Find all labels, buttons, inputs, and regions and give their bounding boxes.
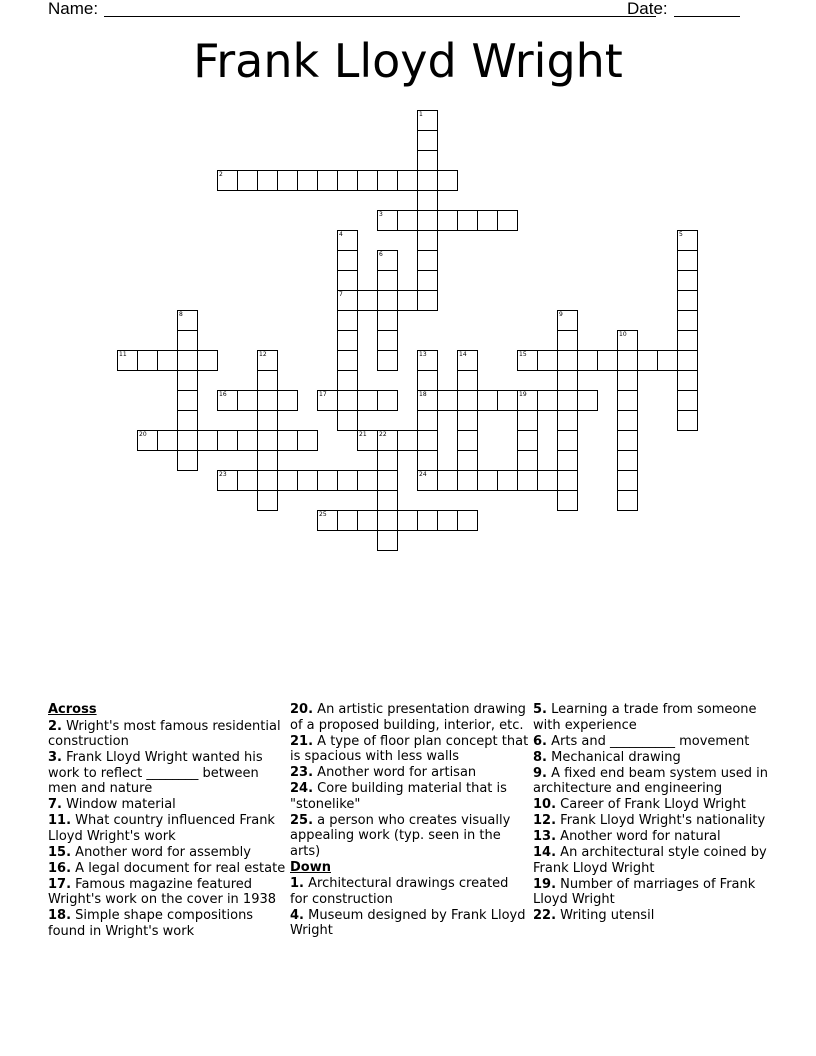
crossword-cell[interactable] (377, 430, 398, 451)
crossword-cell[interactable] (337, 410, 358, 431)
crossword-cell[interactable] (177, 430, 198, 451)
crossword-cell[interactable] (117, 350, 138, 371)
crossword-cell[interactable] (357, 170, 378, 191)
name-label: Name: (48, 0, 99, 18)
cell-number: 5 (679, 231, 683, 238)
crossword-cell[interactable] (617, 470, 638, 491)
crossword-cell[interactable] (677, 350, 698, 371)
crossword-cell[interactable] (637, 350, 658, 371)
crossword-cell[interactable] (157, 350, 178, 371)
crossword-cell[interactable] (517, 450, 538, 471)
cell-number: 16 (219, 391, 227, 398)
crossword-cell[interactable] (377, 270, 398, 291)
crossword-cell[interactable] (477, 210, 498, 231)
clue-down-9: 9. A fixed end beam system used in architecture and engineering (533, 765, 769, 796)
crossword-cell[interactable] (417, 170, 438, 191)
crossword-cell[interactable] (557, 390, 578, 411)
crossword-cell[interactable] (337, 470, 358, 491)
crossword-cell[interactable] (457, 450, 478, 471)
clue-down-4: 4. Museum designed by Frank Lloyd Wright (290, 907, 526, 938)
crossword-cell[interactable] (257, 430, 278, 451)
crossword-cell[interactable] (417, 190, 438, 211)
crossword-cell[interactable] (277, 170, 298, 191)
clue-across-23: 23. Another word for artisan (290, 765, 477, 780)
crossword-cell[interactable] (677, 390, 698, 411)
crossword-cell[interactable] (317, 390, 338, 411)
crossword-cell[interactable] (297, 470, 318, 491)
crossword-cell[interactable] (617, 350, 638, 371)
crossword-cell[interactable] (557, 410, 578, 431)
crossword-cell[interactable] (377, 310, 398, 331)
crossword-cell[interactable] (497, 210, 518, 231)
crossword-cell[interactable] (197, 350, 218, 371)
crossword-cell[interactable] (317, 510, 338, 531)
crossword-cell[interactable] (677, 310, 698, 331)
crossword-cell[interactable] (657, 350, 678, 371)
crossword-cell[interactable] (677, 330, 698, 351)
crossword-cell[interactable] (417, 230, 438, 251)
cell-number: 18 (419, 391, 427, 398)
cell-number: 20 (139, 431, 147, 438)
crossword-cell[interactable] (357, 470, 378, 491)
crossword-cell[interactable] (217, 430, 238, 451)
crossword-cell[interactable] (417, 370, 438, 391)
clue-down-5: 5. Learning a trade from someone with experience (533, 702, 757, 733)
clue-across-2: 2. Wright's most famous residential construction (48, 718, 281, 749)
crossword-cell[interactable] (417, 290, 438, 311)
crossword-cell[interactable] (477, 390, 498, 411)
across-heading: Across (48, 702, 97, 717)
crossword-cell[interactable] (217, 390, 238, 411)
clue-down-22: 22. Writing utensil (533, 908, 655, 923)
cell-number: 6 (379, 251, 383, 258)
crossword-cell[interactable] (337, 270, 358, 291)
crossword-cell[interactable] (597, 350, 618, 371)
crossword-cell[interactable] (557, 310, 578, 331)
crossword-cell[interactable] (237, 430, 258, 451)
crossword-cell[interactable] (137, 430, 158, 451)
clue-across-21: 21. A type of floor plan concept that is spacious with less walls (290, 733, 529, 764)
crossword-cell[interactable] (337, 510, 358, 531)
crossword-cell[interactable] (377, 450, 398, 471)
crossword-cell[interactable] (237, 470, 258, 491)
cell-number: 21 (359, 431, 367, 438)
crossword-cell[interactable] (457, 350, 478, 371)
clue-across-3: 3. Frank Lloyd Wright wanted his work to reflect ________ between men and nature (48, 750, 263, 796)
crossword-cell[interactable] (497, 470, 518, 491)
crossword-cell[interactable] (377, 490, 398, 511)
crossword-cell[interactable] (437, 470, 458, 491)
crossword-cell[interactable] (377, 210, 398, 231)
crossword-cell[interactable] (617, 390, 638, 411)
crossword-cell[interactable] (377, 290, 398, 311)
crossword-cell[interactable] (137, 350, 158, 371)
crossword-cell[interactable] (417, 150, 438, 171)
crossword-cell[interactable] (477, 470, 498, 491)
cell-number: 8 (179, 311, 183, 318)
crossword-cell[interactable] (417, 110, 438, 131)
crossword-cell[interactable] (557, 430, 578, 451)
cell-number: 1 (419, 111, 423, 118)
clue-across-15: 15. Another word for assembly (48, 844, 251, 860)
cell-number: 17 (319, 391, 327, 398)
crossword-cell[interactable] (337, 250, 358, 271)
crossword-cell[interactable] (337, 390, 358, 411)
crossword-cell[interactable] (257, 490, 278, 511)
crossword-cell[interactable] (677, 290, 698, 311)
clue-down-13: 13. Another word for natural (533, 829, 721, 844)
crossword-cell[interactable] (457, 470, 478, 491)
cell-number: 9 (559, 311, 563, 318)
crossword-cell[interactable] (177, 450, 198, 471)
page-title: Frank Lloyd Wright (193, 34, 623, 88)
crossword-cell[interactable] (537, 470, 558, 491)
crossword-cell[interactable] (337, 170, 358, 191)
crossword-cell[interactable] (257, 390, 278, 411)
crossword-cell[interactable] (617, 490, 638, 511)
clues-column-3 (533, 702, 773, 924)
crossword-cell[interactable] (517, 470, 538, 491)
crossword-cell[interactable] (457, 370, 478, 391)
crossword-cell[interactable] (417, 450, 438, 471)
crossword-cell[interactable] (537, 390, 558, 411)
crossword-cell[interactable] (337, 330, 358, 351)
crossword-cell[interactable] (297, 430, 318, 451)
cell-number: 11 (119, 351, 127, 358)
crossword-cell[interactable] (557, 470, 578, 491)
crossword-cell[interactable] (257, 450, 278, 471)
cell-number: 15 (519, 351, 527, 358)
crossword-cell[interactable] (457, 390, 478, 411)
crossword-cell[interactable] (457, 410, 478, 431)
crossword-cell[interactable] (177, 330, 198, 351)
crossword-cell[interactable] (517, 430, 538, 451)
crossword-cell[interactable] (257, 350, 278, 371)
crossword-cell[interactable] (677, 250, 698, 271)
crossword-cell[interactable] (177, 370, 198, 391)
crossword-cell[interactable] (357, 290, 378, 311)
clues-column-1 (48, 702, 288, 940)
down-heading: Down (290, 859, 331, 875)
crossword-cell[interactable] (397, 170, 418, 191)
crossword-cell[interactable] (497, 390, 518, 411)
crossword-cell[interactable] (377, 530, 398, 551)
cell-number: 12 (259, 351, 267, 358)
clue-down-19: 19. Number of marriages of Frank Lloyd Wright (533, 876, 756, 907)
crossword-cell[interactable] (457, 210, 478, 231)
crossword-cell[interactable] (617, 330, 638, 351)
crossword-cell[interactable] (417, 390, 438, 411)
crossword-cell[interactable] (377, 510, 398, 531)
crossword-cell[interactable] (417, 350, 438, 371)
cell-number: 10 (619, 331, 627, 338)
crossword-cell[interactable] (257, 410, 278, 431)
crossword-cell[interactable] (177, 390, 198, 411)
crossword-cell[interactable] (417, 270, 438, 291)
crossword-cell[interactable] (337, 350, 358, 371)
clue-across-16: 16. A legal document for real estate (48, 860, 286, 876)
crossword-cell[interactable] (617, 410, 638, 431)
crossword-cell[interactable] (217, 170, 238, 191)
crossword-cell[interactable] (377, 390, 398, 411)
cell-number: 4 (339, 231, 343, 238)
crossword-cell[interactable] (417, 430, 438, 451)
crossword-cell[interactable] (257, 470, 278, 491)
cell-number: 23 (219, 471, 227, 478)
crossword-cell[interactable] (417, 130, 438, 151)
clue-across-25: 25. a person who creates visually appealing work (typ. seen in the arts) (290, 812, 511, 859)
crossword-cell[interactable] (577, 390, 598, 411)
crossword-cell[interactable] (177, 410, 198, 431)
crossword-cell[interactable] (357, 510, 378, 531)
crossword-cell[interactable] (517, 350, 538, 371)
crossword-cell[interactable] (437, 510, 458, 531)
cell-number: 13 (419, 351, 427, 358)
clue-across-11: 11. What country influenced Frank Lloyd Wright's work (48, 813, 275, 844)
crossword-cell[interactable] (437, 210, 458, 231)
clue-down-14: 14. An architectural style coined by Frank Lloyd Wright (533, 845, 767, 876)
crossword-cell[interactable] (177, 310, 198, 331)
cell-number: 24 (419, 471, 427, 478)
crossword-cell[interactable] (377, 330, 398, 351)
crossword-cell[interactable] (397, 510, 418, 531)
crossword-cell[interactable] (357, 430, 378, 451)
crossword-cell[interactable] (337, 370, 358, 391)
crossword-cell[interactable] (157, 430, 178, 451)
crossword-cell[interactable] (437, 390, 458, 411)
crossword-cell[interactable] (417, 250, 438, 271)
crossword-cell[interactable] (617, 430, 638, 451)
cell-number: 25 (319, 511, 327, 518)
clue-across-7: 7. Window material (48, 797, 176, 812)
crossword-cell[interactable] (517, 390, 538, 411)
crossword-cell[interactable] (297, 170, 318, 191)
crossword-cell[interactable] (377, 470, 398, 491)
crossword-cell[interactable] (417, 470, 438, 491)
crossword-cell[interactable] (277, 470, 298, 491)
crossword-cell[interactable] (557, 370, 578, 391)
crossword-cell[interactable] (317, 170, 338, 191)
crossword-cell[interactable] (337, 310, 358, 331)
crossword-cell[interactable] (397, 290, 418, 311)
crossword-cell[interactable] (677, 270, 698, 291)
crossword-cell[interactable] (417, 410, 438, 431)
clue-down-1: 1. Architectural drawings created for construction (290, 876, 509, 907)
clue-across-18: 18. Simple shape compositions found in Wright's work (48, 908, 254, 939)
crossword-cell[interactable] (437, 170, 458, 191)
crossword-cell[interactable] (577, 350, 598, 371)
crossword-cell[interactable] (277, 430, 298, 451)
clue-across-17: 17. Famous magazine featured Wright's work on the cover in 1938 (48, 876, 277, 907)
crossword-cell[interactable] (217, 470, 238, 491)
date-label: Date: (627, 0, 668, 18)
cell-number: 7 (339, 291, 343, 298)
crossword-cell[interactable] (337, 290, 358, 311)
cell-number: 19 (519, 391, 527, 398)
clue-down-6: 6. Arts and __________ movement (533, 733, 750, 749)
clue-across-20: 20. An artistic presentation drawing of a proposed building, interior, etc. (290, 702, 526, 733)
crossword-cell[interactable] (337, 230, 358, 251)
crossword-cell[interactable] (557, 450, 578, 471)
crossword-cell[interactable] (377, 170, 398, 191)
crossword-cell[interactable] (357, 390, 378, 411)
crossword-cell[interactable] (457, 510, 478, 531)
crossword-cell[interactable] (417, 210, 438, 231)
crossword-cell[interactable] (257, 370, 278, 391)
crossword-cell[interactable] (557, 350, 578, 371)
crossword-cell[interactable] (197, 430, 218, 451)
crossword-cell[interactable] (557, 490, 578, 511)
cell-number: 3 (379, 211, 383, 218)
crossword-cell[interactable] (237, 390, 258, 411)
clues-column-2 (290, 702, 530, 939)
crossword-cell[interactable] (517, 410, 538, 431)
clue-down-12: 12. Frank Lloyd Wright's nationality (533, 813, 766, 828)
crossword-cell[interactable] (377, 350, 398, 371)
crossword-cell[interactable] (557, 330, 578, 351)
crossword-cell[interactable] (537, 350, 558, 371)
crossword-cell[interactable] (457, 430, 478, 451)
cell-number: 14 (459, 351, 467, 358)
crossword-cell[interactable] (417, 510, 438, 531)
crossword-cell[interactable] (377, 250, 398, 271)
crossword-cell[interactable] (617, 370, 638, 391)
clue-across-24: 24. Core building material that is "stonelike" (290, 781, 507, 812)
crossword-cell[interactable] (237, 170, 258, 191)
crossword-cell[interactable] (397, 210, 418, 231)
crossword-cell[interactable] (397, 430, 418, 451)
crossword-cell[interactable] (677, 410, 698, 431)
crossword-cell[interactable] (677, 230, 698, 251)
cell-number: 22 (379, 431, 387, 438)
crossword-cell[interactable] (257, 170, 278, 191)
crossword-cell[interactable] (617, 450, 638, 471)
clue-down-8: 8. Mechanical drawing (533, 749, 681, 765)
crossword-cell[interactable] (677, 370, 698, 391)
crossword-cell[interactable] (277, 390, 298, 411)
crossword-cell[interactable] (317, 470, 338, 491)
cell-number: 2 (219, 171, 223, 178)
clue-down-10: 10. Career of Frank Lloyd Wright (533, 797, 746, 812)
crossword-cell[interactable] (177, 350, 198, 371)
